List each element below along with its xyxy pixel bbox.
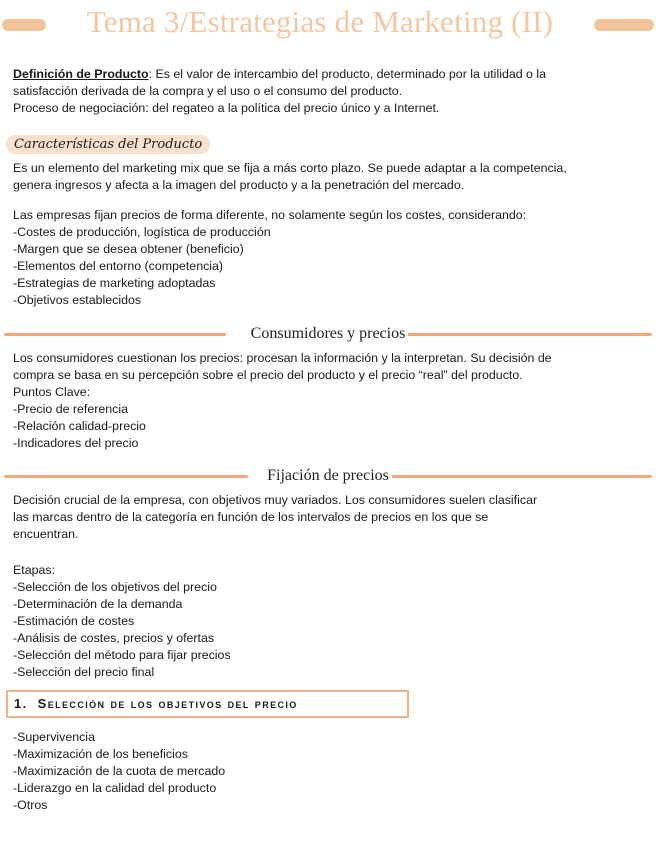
fijacion-paragraph-2 [13, 562, 645, 681]
list-item: -Supervivencia [13, 730, 95, 744]
list-item: -Objetivos establecidos [13, 293, 142, 307]
text-line: Decisión crucial de la empresa, con objetivos muy variados. Los consumidores suelen clasificar [13, 493, 538, 507]
section-heading-label: Fijación de precios [264, 467, 392, 484]
consumidores-paragraph [13, 350, 645, 452]
text-line: Puntos Clave: [13, 385, 91, 399]
fijacion-paragraph-1 [13, 492, 645, 543]
list-item: -Estrategias de marketing adoptadas [13, 276, 216, 290]
definition-line-2: satisfacción derivada de la compra y el uso o el consumo del producto. [13, 84, 403, 98]
text-line: compra se basa en su percepción sobre el precio del producto y el precio “real” del producto. [13, 368, 523, 382]
list-item: -Otros [13, 798, 48, 812]
list-item: -Liderazgo en la calidad del producto [13, 781, 217, 795]
section-heading-seleccion [6, 690, 409, 718]
negotiation-line: Proceso de negociación: del regateo a la política del precio único y a Internet. [13, 101, 440, 115]
list-item: -Determinación de la demanda [13, 597, 183, 611]
section-heading-fijacion [0, 466, 656, 486]
list-item: -Selección del precio final [13, 665, 155, 679]
definition-text: : Es el valor de intercambio del producto, determinado por la utilidad o la [148, 67, 547, 81]
text-line: Los consumidores cuestionan los precios: procesan la información y la interpretan. Su decisión de [13, 351, 552, 365]
section-heading-label: Selección de los objetivos del precio [37, 696, 298, 711]
caracteristicas-paragraph-2 [13, 207, 645, 309]
seleccion-list [13, 729, 645, 814]
list-item: -Costes de producción, logística de producción [13, 225, 271, 239]
section-heading-caracteristicas: Características del Producto [6, 135, 210, 154]
list-item: -Maximización de la cuota de mercado [13, 764, 226, 778]
section-heading-label: Consumidores y precios [248, 325, 409, 342]
list-item: -Precio de referencia [13, 402, 129, 416]
list-item: -Elementos del entorno (competencia) [13, 259, 224, 273]
page-title: Tema 3/Estrategias de Marketing (II) [86, 4, 554, 39]
title-bar [0, 4, 656, 44]
list-item: -Análisis de costes, precios y ofertas [13, 631, 215, 645]
list-item: -Margen que se desea obtener (beneficio) [13, 242, 244, 256]
definition-term: Definición de Producto [13, 67, 149, 81]
list-item: -Indicadores del precio [13, 436, 139, 450]
text-line: las marcas dentro de la categoría en función de los intervalos de precios en los que se [13, 510, 489, 524]
title-decoration-left [2, 19, 46, 31]
list-item: -Selección de los objetivos del precio [13, 580, 217, 594]
text-line: genera ingresos y afecta a la imagen del producto y a la penetración del mercado. [13, 178, 465, 192]
text-line: encuentran. [13, 527, 79, 541]
section-number: 1. [14, 696, 28, 711]
text-line: Las empresas fijan precios de forma diferente, no solamente según los costes, considerando: [13, 208, 527, 222]
section-heading-consumidores [0, 324, 656, 344]
list-item: -Selección del método para fijar precios [13, 648, 231, 662]
list-item: -Relación calidad-precio [13, 419, 146, 433]
list-item: -Maximización de los beneficios [13, 747, 188, 761]
definition-line-1 [13, 66, 645, 83]
text-line: Etapas: [13, 563, 56, 577]
caracteristicas-paragraph-1 [13, 160, 645, 194]
list-item: -Estimación de costes [13, 614, 135, 628]
definition-paragraph [13, 66, 645, 117]
title-decoration-right [594, 19, 654, 31]
text-line: Es un elemento del marketing mix que se fija a más corto plazo. Se puede adaptar a la competencia, [13, 161, 567, 175]
